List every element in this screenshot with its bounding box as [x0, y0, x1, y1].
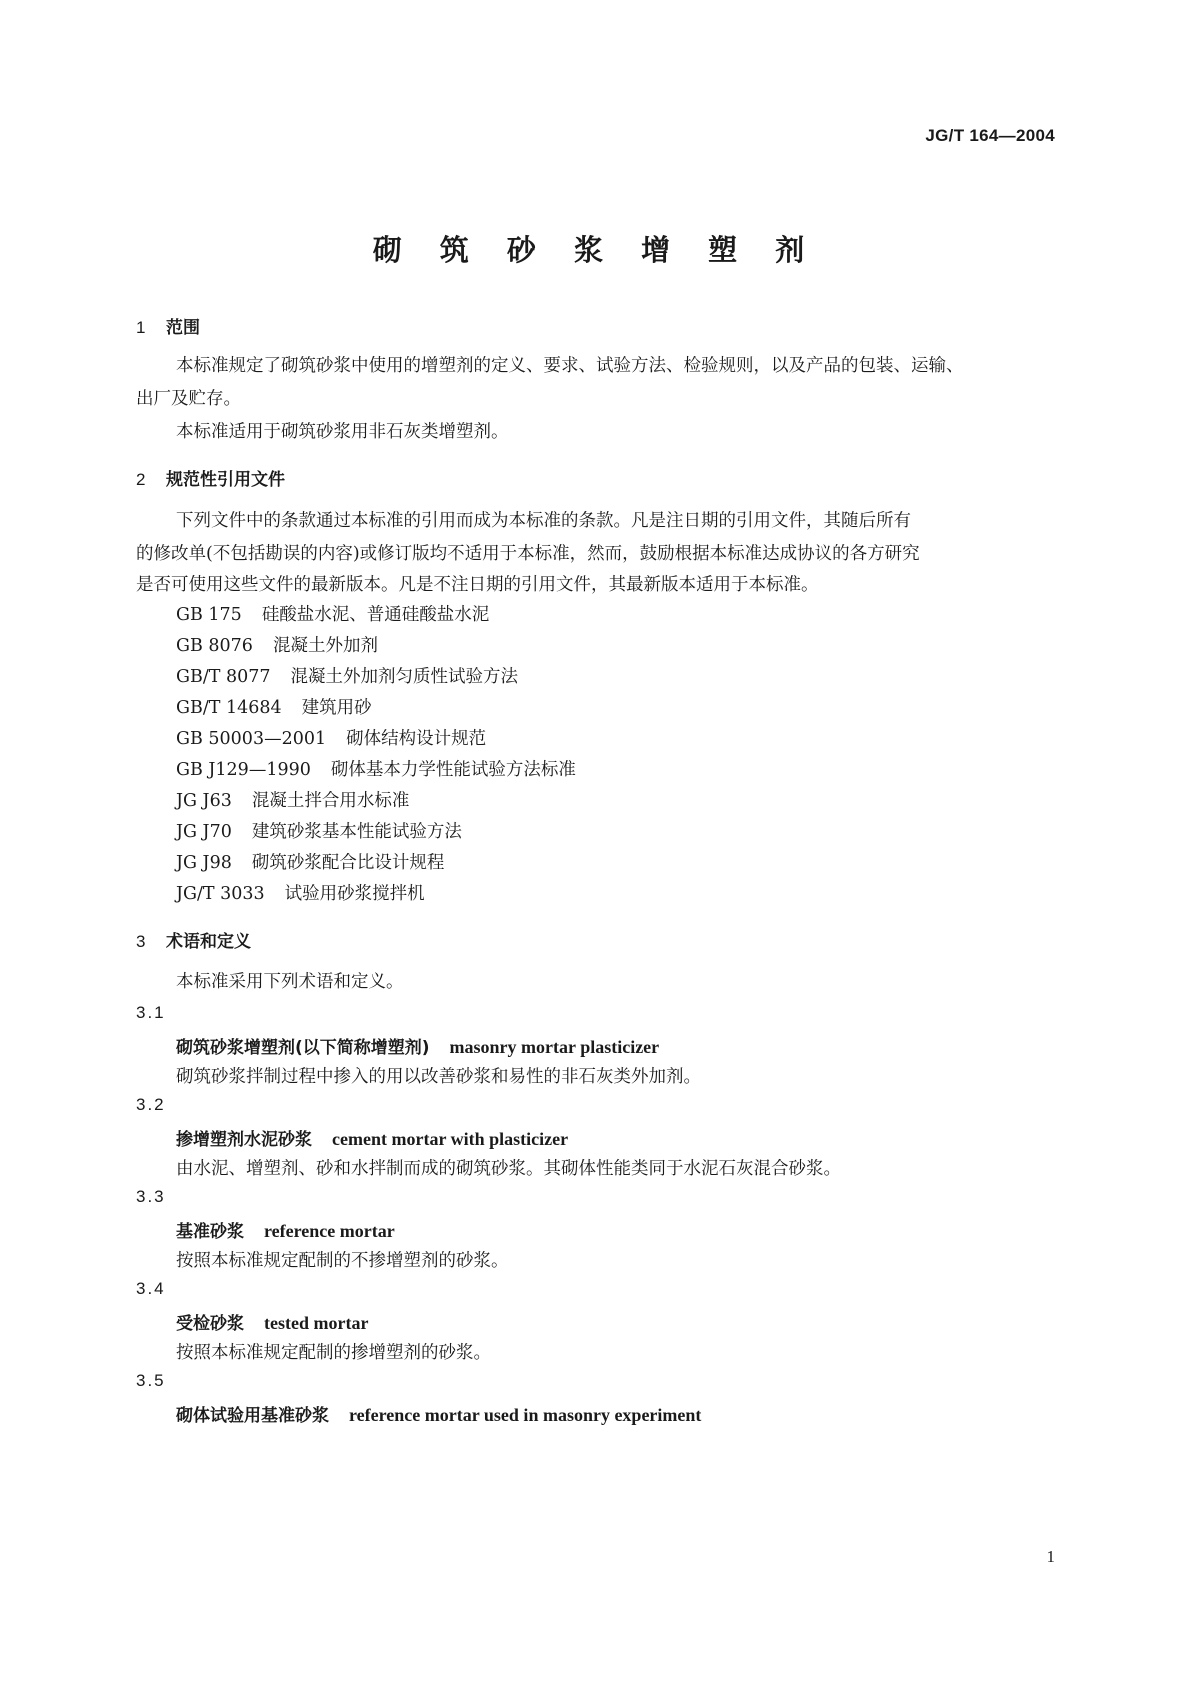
term-number: 3.2 [136, 1095, 166, 1114]
reference-code: GB 50003—2001 [176, 729, 327, 749]
reference-item [176, 787, 409, 812]
section-number: 2 [136, 470, 146, 489]
reference-name: 砌筑砂浆配合比设计规程 [251, 853, 445, 873]
term-en: cement mortar with plasticizer [332, 1129, 569, 1149]
term-heading [176, 1309, 368, 1334]
reference-name: 混凝土拌合用水标准 [251, 791, 410, 811]
reference-code: GB/T 14684 [176, 698, 282, 718]
reference-name: 建筑用砂 [301, 698, 372, 718]
reference-name: 硅酸盐水泥、普通硅酸盐水泥 [261, 605, 490, 625]
reference-item [176, 694, 372, 719]
reference-code: GB/T 8077 [176, 667, 271, 687]
reference-code: GB 175 [176, 605, 242, 625]
term-en: reference mortar [264, 1221, 395, 1241]
reference-item [176, 663, 518, 688]
term-definition: 按照本标准规定配制的掺增塑剂的砂浆。 [176, 1343, 491, 1363]
paragraph-line: 出厂及贮存。 [136, 389, 241, 409]
reference-name: 砌体基本力学性能试验方法标准 [330, 760, 576, 780]
term-definition: 按照本标准规定配制的不掺增塑剂的砂浆。 [176, 1251, 509, 1271]
term-en: masonry mortar plasticizer [449, 1037, 660, 1057]
reference-code: JG J70 [176, 822, 232, 842]
reference-item [176, 849, 444, 874]
section-2-heading [136, 465, 285, 490]
reference-name: 建筑砂浆基本性能试验方法 [251, 822, 462, 842]
term-heading [176, 1401, 701, 1426]
paragraph-line: 本标准适用于砌筑砂浆用非石灰类增塑剂。 [176, 422, 509, 442]
term-heading [176, 1125, 568, 1150]
section-number: 1 [136, 318, 146, 337]
reference-code: JG J63 [176, 791, 232, 811]
reference-item [176, 601, 489, 626]
reference-item [176, 632, 378, 657]
reference-item [176, 725, 486, 750]
reference-name: 混凝土外加剂匀质性试验方法 [290, 667, 519, 687]
term-en: tested mortar [264, 1313, 369, 1333]
term-cn: 砌筑砂浆增塑剂(以下简称增塑剂) [176, 1038, 430, 1058]
section-number: 3 [136, 932, 146, 951]
paragraph-line: 是否可使用这些文件的最新版本。凡是不注日期的引用文件，其最新版本适用于本标准。 [136, 575, 819, 595]
reference-item [176, 756, 576, 781]
term-heading [176, 1033, 659, 1058]
section-title: 规范性引用文件 [166, 470, 285, 490]
term-definition: 砌筑砂浆拌制过程中掺入的用以改善砂浆和易性的非石灰类外加剂。 [176, 1067, 701, 1087]
term-en: reference mortar used in masonry experiment [349, 1405, 702, 1425]
section-3-heading [136, 927, 251, 952]
term-number: 3.1 [136, 1003, 166, 1022]
term-cn: 砌体试验用基准砂浆 [176, 1406, 329, 1426]
reference-item [176, 818, 462, 843]
reference-name: 砌体结构设计规范 [346, 729, 487, 749]
reference-code: GB 8076 [176, 636, 253, 656]
term-cn: 基准砂浆 [176, 1222, 244, 1242]
section-1-heading [136, 313, 200, 338]
reference-code: GB J129—1990 [176, 760, 311, 780]
term-number: 3.5 [136, 1371, 166, 1390]
paragraph-line: 本标准采用下列术语和定义。 [176, 972, 404, 992]
paragraph-line: 的修改单(不包括勘误的内容)或修订版均不适用于本标准，然而，鼓励根据本标准达成协议的各方研究 [136, 544, 920, 564]
term-heading [176, 1217, 395, 1242]
term-number: 3.4 [136, 1279, 166, 1298]
term-cn: 掺增塑剂水泥砂浆 [176, 1130, 312, 1150]
document-title: 砌 筑 砂 浆 增 塑 剂 [372, 233, 819, 267]
reference-code: JG J98 [176, 853, 232, 873]
term-definition: 由水泥、增塑剂、砂和水拌制而成的砌筑砂浆。其砌体性能类同于水泥石灰混合砂浆。 [176, 1159, 841, 1179]
section-title: 范围 [166, 318, 200, 338]
term-number: 3.3 [136, 1187, 166, 1206]
page-number: 1 [1046, 1547, 1055, 1566]
paragraph-line: 下列文件中的条款通过本标准的引用而成为本标准的条款。凡是注日期的引用文件，其随后所有 [176, 511, 911, 531]
reference-code: JG/T 3033 [176, 884, 265, 904]
reference-name: 试验用砂浆搅拌机 [284, 884, 425, 904]
paragraph-line: 本标准规定了砌筑砂浆中使用的增塑剂的定义、要求、试验方法、检验规则，以及产品的包装、运输、 [176, 356, 964, 376]
section-title: 术语和定义 [166, 932, 251, 952]
document-code: JG/T 164—2004 [925, 126, 1055, 145]
reference-item [176, 880, 425, 905]
reference-name: 混凝土外加剂 [272, 636, 378, 656]
term-cn: 受检砂浆 [176, 1314, 244, 1334]
